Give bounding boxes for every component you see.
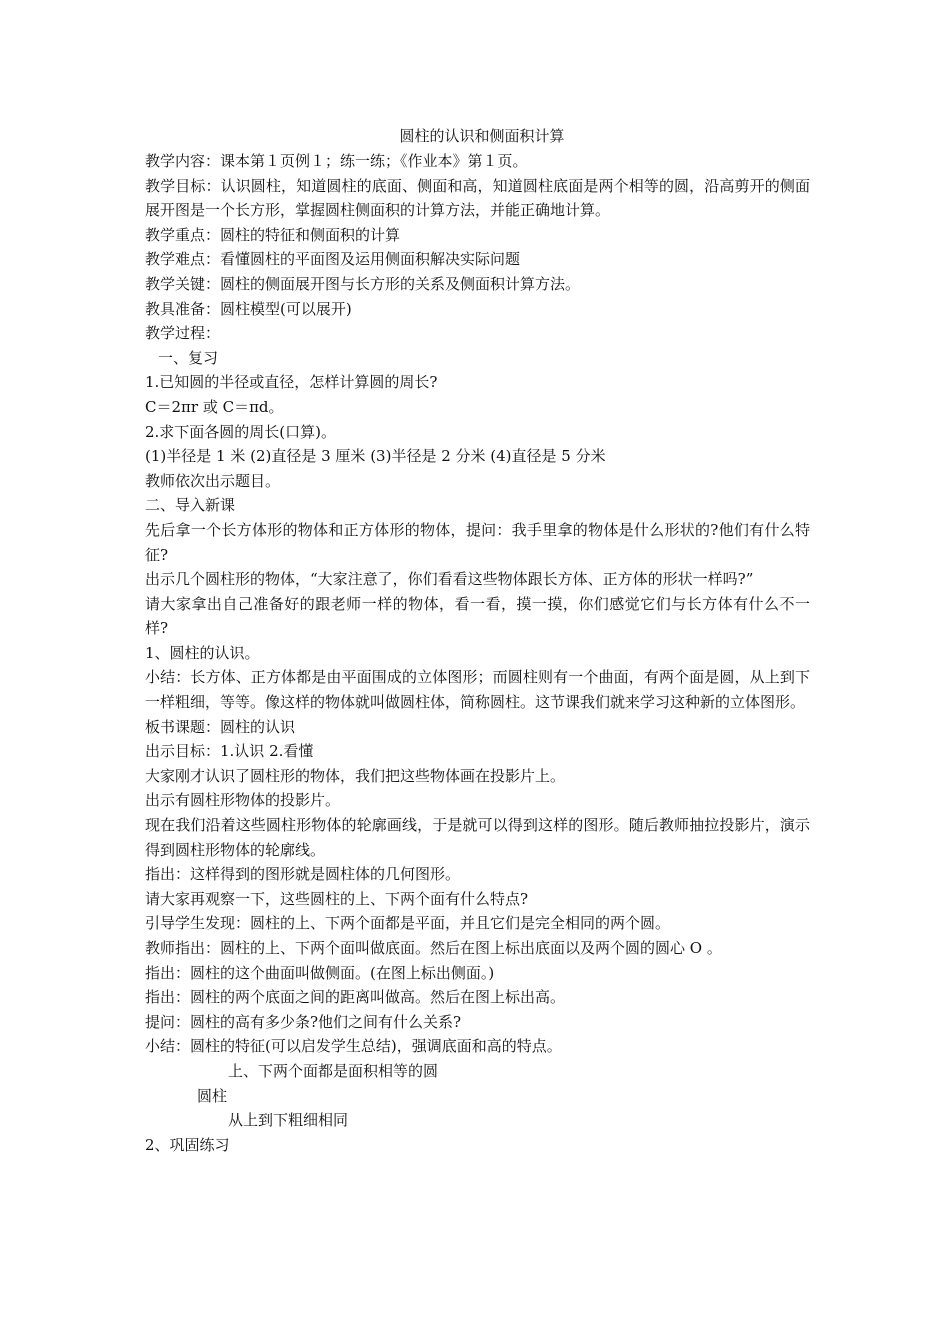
paragraph: 指出：圆柱的两个底面之间的距离叫做高。然后在图上标出高。 bbox=[145, 988, 566, 1007]
paragraph: 出示有圆柱形物体的投影片。 bbox=[145, 791, 341, 810]
paragraph: 出示几个圆柱形的物体，“大家注意了，你们看看这些物体跟长方体、正方体的形状一样吗?” bbox=[145, 570, 754, 589]
paragraph: 请大家拿出自己准备好的跟老师一样的物体，看一看，摸一摸，你们感觉它们与长方体有什么不一样? bbox=[145, 594, 810, 638]
paragraph: 小结：圆柱的特征(可以启发学生总结)，强调底面和高的特点。 bbox=[145, 1037, 562, 1056]
paragraph: 教师指出：圆柱的上、下两个面叫做底面。然后在图上标出底面以及两个圆的圆心 O 。 bbox=[145, 939, 722, 957]
paragraph: 引导学生发现：圆柱的上、下两个面都是平面，并且它们是完全相同的两个圆。 bbox=[145, 914, 671, 933]
section-heading: 1、圆柱的认识。 bbox=[145, 643, 260, 662]
section-heading: 一、复习 bbox=[158, 348, 219, 367]
paragraph: 提问：圆柱的高有多少条?他们之间有什么关系? bbox=[145, 1012, 462, 1031]
paragraph: 教具准备：圆柱模型(可以展开) bbox=[145, 299, 352, 318]
paragraph: 大家刚才认识了圆柱形的物体，我们把这些物体画在投影片上。 bbox=[145, 766, 566, 785]
paragraph: 现在我们沿着这些圆柱形物体的轮廓画线，于是就可以得到这样的图形。随后教师抽拉投影片，演示得到圆柱形物体的轮廓线。 bbox=[145, 816, 810, 859]
paragraph: 教学关键：圆柱的侧面展开图与长方形的关系及侧面积计算方法。 bbox=[145, 274, 581, 293]
paragraph: 教学难点：看懂圆柱的平面图及运用侧面积解决实际问题 bbox=[145, 250, 521, 269]
feature-center-label: 圆柱 bbox=[197, 1086, 228, 1105]
paragraph: 教学内容：课本第１页例１；练一练；《作业本》第１页。 bbox=[145, 152, 528, 170]
paragraph: 教学过程： bbox=[145, 324, 221, 343]
paragraph: 2.求下面各圆的周长(口算)。 bbox=[145, 422, 337, 441]
paragraph: 指出：这样得到的图形就是圆柱体的几何图形。 bbox=[145, 865, 461, 884]
paragraph: 先后拿一个长方体形的物体和正方体形的物体，提问：我手里拿的物体是什么形状的?他们有什么特征? bbox=[145, 520, 810, 564]
paragraph: 小结：长方体、正方体都是由平面围成的立体图形；而圆柱则有一个曲面，有两个面是圆，从上到下一样粗细，等等。像这样的物体就叫做圆柱体，简称圆柱。这节课我们就来学习这种新的立体图形。 bbox=[145, 668, 810, 712]
document-title: 圆柱的认识和侧面积计算 bbox=[399, 127, 565, 145]
paragraph: 板书课题：圆柱的认识 bbox=[145, 717, 296, 736]
paragraph: 出示目标：1.认识 2.看懂 bbox=[145, 742, 314, 761]
paragraph: 1.已知圆的半径或直径，怎样计算圆的周长? bbox=[145, 373, 438, 392]
section-heading: 2、巩固练习 bbox=[145, 1135, 230, 1154]
paragraph: 请大家再观察一下，这些圆柱的上、下两个面有什么特点? bbox=[145, 889, 529, 908]
feature-line-bottom: 从上到下粗细相同 bbox=[228, 1111, 349, 1130]
feature-line-top: 上、下两个面都是面积相等的圆 bbox=[228, 1061, 439, 1080]
paragraph: C＝2πr 或 C＝πd。 bbox=[145, 397, 284, 416]
paragraph: 指出：圆柱的这个曲面叫做侧面。(在图上标出侧面。) bbox=[145, 963, 495, 982]
document-body bbox=[145, 149, 810, 1157]
paragraph: 教学重点：圆柱的特征和侧面积的计算 bbox=[145, 225, 401, 244]
paragraph: 教师依次出示题目。 bbox=[145, 471, 281, 490]
paragraph: 教学目标：认识圆柱，知道圆柱的底面、侧面和高，知道圆柱底面是两个相等的圆，沿高剪开的侧面展开图是一个长方形，掌握圆柱侧面积的计算方法，并能正确地计算。 bbox=[145, 176, 810, 220]
paragraph: (1)半径是 1 米 (2)直径是 3 厘米 (3)半径是 2 分米 (4)直径是 5 分米 bbox=[145, 447, 606, 466]
section-heading: 二、导入新课 bbox=[145, 496, 236, 515]
